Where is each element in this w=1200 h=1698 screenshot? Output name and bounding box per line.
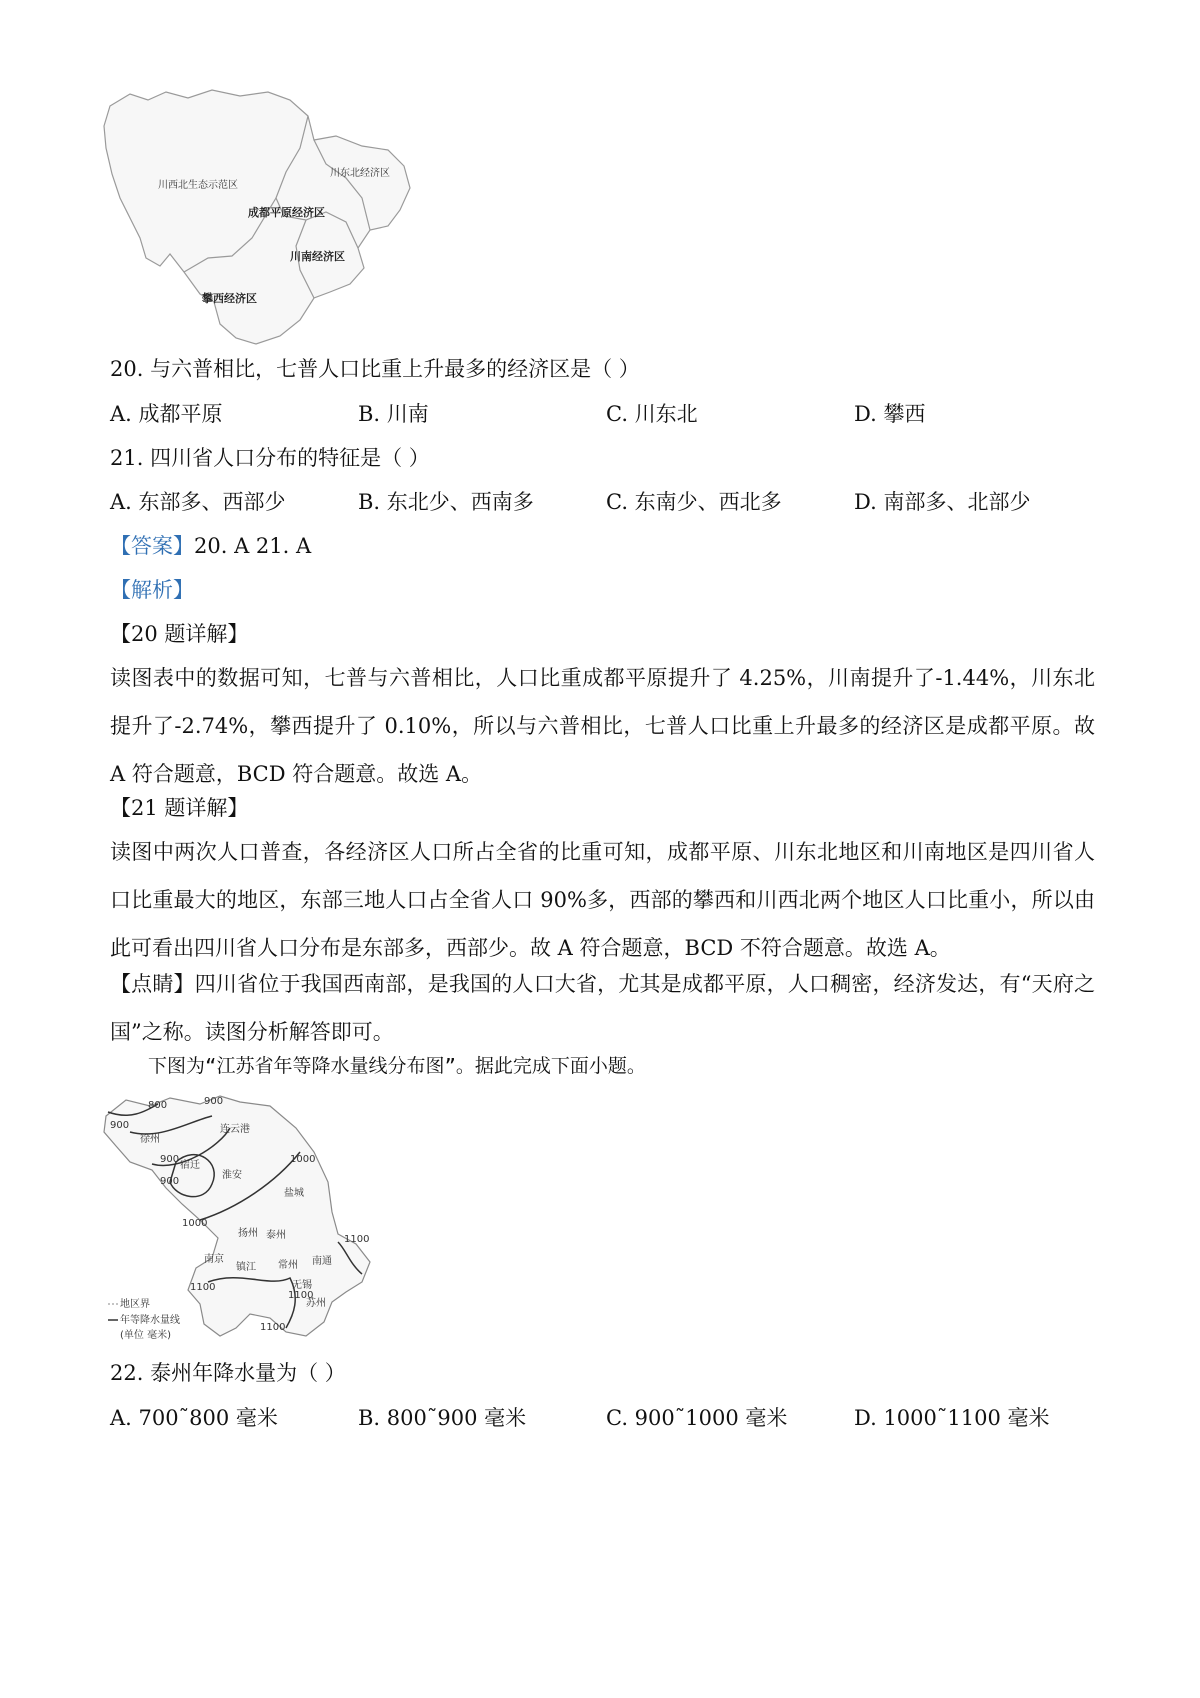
analysis-tag: 【解析】 [110, 578, 194, 602]
tip-tag: 【点睛】 [110, 972, 195, 996]
answer-tag: 【答案】 [110, 534, 194, 558]
map-label-chuandongbei: 川东北经济区 [330, 168, 390, 179]
detail-21-text: 读图中两次人口普查，各经济区人口所占全省的比重可知，成都平原、川东北地区和川南地区是四川省人口比重最大的地区，东部三地人口占全省人口 90%多，西部的攀西和川西北两个地区人口比重小，所以由此可看出四川省人口分布是东部多，西部少。故 A 符合题意，BCD 不符合题意。故选 A。 [110, 840, 1095, 960]
sichuan-map-drawing [100, 88, 420, 350]
legend-boundary: 地区界 [120, 1299, 150, 1310]
city-huaian: 淮安 [222, 1170, 242, 1181]
tip-text: 四川省位于我国西南部，是我国的人口大省，尤其是成都平原，人口稠密，经济发达，有“天府之国”之称。读图分析解答即可。 [110, 972, 1095, 1044]
q22-option-b: B. 800˜900 毫米 [358, 1406, 527, 1430]
city-yancheng: 盐城 [284, 1188, 304, 1199]
legend-unit: (单位 毫米) [120, 1330, 171, 1341]
city-zhenjiang: 镇江 [236, 1262, 256, 1273]
isoline-label-1100-d: 1100 [260, 1322, 286, 1333]
isoline-label-900-c: 900 [160, 1154, 180, 1165]
city-suzhou: 苏州 [306, 1298, 326, 1309]
city-nanjing: 南京 [204, 1254, 224, 1265]
q20-option-b: B. 川南 [358, 402, 429, 426]
isoline-label-1100-c: 1100 [288, 1290, 314, 1301]
city-suqian: 宿迁 [180, 1160, 200, 1171]
isoline-label-1100-b: 1100 [190, 1282, 216, 1293]
detail-21-title: 【21 题详解】 [110, 796, 249, 820]
isoline-label-1000-a: 1000 [182, 1218, 208, 1229]
question-21-stem: 21. 四川省人口分布的特征是（ ） [110, 446, 430, 470]
tip-paragraph [110, 960, 1095, 1056]
jiangsu-map [100, 1092, 400, 1342]
q22-option-a: A. 700˜800 毫米 [110, 1406, 278, 1430]
map-label-chuanxibei: 川西北生态示范区 [158, 180, 238, 191]
q22-option-d: D. 1000˜1100 毫米 [854, 1406, 1050, 1430]
q20-option-c: C. 川东北 [606, 402, 698, 426]
question-20-stem: 20. 与六普相比，七普人口比重上升最多的经济区是（ ） [110, 357, 640, 381]
city-taizhou: 泰州 [266, 1230, 286, 1241]
q20-option-d: D. 攀西 [854, 402, 926, 426]
city-xuzhou: 徐州 [140, 1134, 160, 1145]
answer-text: 20. A 21. A [194, 534, 312, 558]
q21-option-d: D. 南部多、北部少 [854, 490, 1031, 514]
question-22-stem: 22. 泰州年降水量为（ ） [110, 1361, 346, 1385]
isoline-label-900-a: 900 [204, 1096, 224, 1107]
q22-option-c: C. 900˜1000 毫米 [606, 1406, 788, 1430]
map-label-panxi: 攀西经济区 [202, 292, 257, 305]
map-label-chengdu: 成都平原经济区 [248, 206, 325, 219]
isoline-label-900-b: 900 [110, 1120, 130, 1131]
city-yangzhou: 扬州 [238, 1228, 258, 1239]
jiangsu-intro: 下图为“江苏省年等降水量线分布图”。据此完成下面小题。 [148, 1055, 646, 1077]
isoline-label-800: 800 [148, 1100, 168, 1111]
isoline-label-900-d: 900 [160, 1176, 180, 1187]
q21-option-c: C. 东南少、西北多 [606, 490, 782, 514]
isoline-label-1000-b: 1000 [290, 1154, 316, 1165]
detail-20-text: 读图表中的数据可知，七普与六普相比，人口比重成都平原提升了 4.25%，川南提升了-1.44%，川东北提升了-2.74%，攀西提升了 0.10%，所以与六普相比，七普人口比重上升最多的经济区是成都平原。故 A 符合题意，BCD 符合题意。故选 A。 [110, 666, 1095, 786]
city-lianyungang: 连云港 [220, 1124, 250, 1135]
detail-20-title: 【20 题详解】 [110, 622, 249, 646]
city-nantong: 南通 [312, 1256, 332, 1267]
legend-isoline: 年等降水量线 [120, 1315, 180, 1326]
city-changzhou: 常州 [278, 1260, 298, 1271]
answer-line [110, 531, 311, 561]
q21-option-a: A. 东部多、西部少 [110, 490, 286, 514]
city-wuxi: 无锡 [292, 1280, 312, 1291]
q21-option-b: B. 东北少、西南多 [358, 490, 534, 514]
jiangsu-map-drawing [100, 1092, 400, 1342]
isoline-label-1100-a: 1100 [344, 1234, 370, 1245]
q20-option-a: A. 成都平原 [110, 402, 223, 426]
sichuan-map [100, 88, 420, 350]
map-label-chuannan: 川南经济区 [290, 250, 345, 263]
